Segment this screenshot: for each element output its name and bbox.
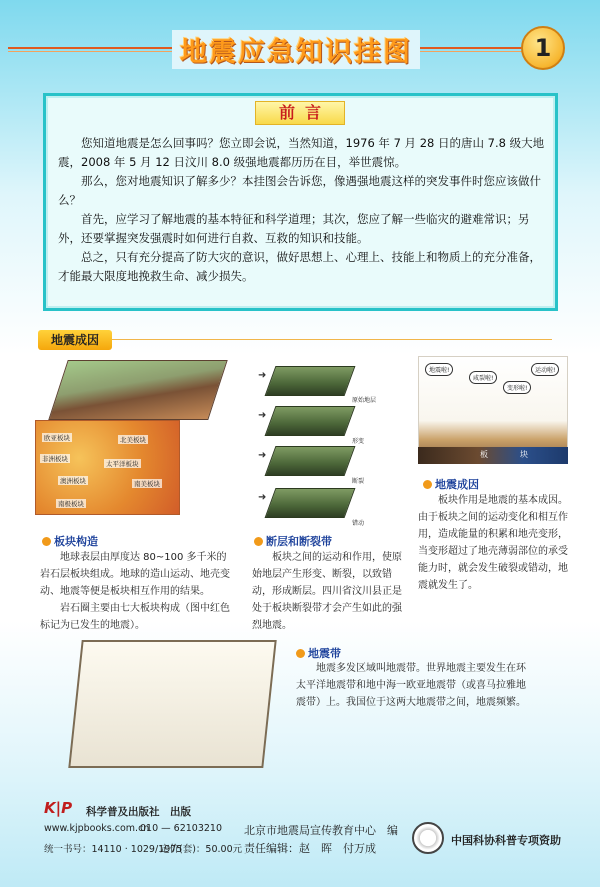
preface-body bbox=[58, 134, 550, 286]
speech-bubble: 变形啦! bbox=[503, 381, 531, 394]
editor: 北京市地震局宣传教育中心 编 bbox=[244, 824, 398, 837]
faulting-heading bbox=[254, 533, 332, 549]
plate-label: 澳洲板块 bbox=[60, 477, 86, 485]
publisher-logo: K|P bbox=[44, 799, 73, 817]
arrow-icon: ➜ bbox=[258, 492, 267, 503]
preface-paragraph: 那么，您对地震知识了解多少？本挂图会告诉您，像遇强地震这样的突发事件时您应该做什么？ bbox=[58, 174, 541, 207]
plate-label: 非洲板块 bbox=[42, 455, 68, 463]
price: 定价(套)：50.00元 bbox=[160, 844, 243, 855]
responsible-editors: 责任编辑：赵 晖 付万成 bbox=[244, 842, 376, 855]
fracture-block bbox=[265, 446, 356, 476]
faulting-text bbox=[252, 549, 404, 634]
bullet-icon bbox=[423, 480, 432, 489]
plate-label: 欧亚板块 bbox=[44, 434, 70, 442]
cause-paragraph: 板块作用是地震的基本成因。由于板块之间的运动变化和相互作用，造成能量的积累和地壳变形，当变形超过了地壳薄弱部位的承受能力时，就会发生破裂或错动，地震就发生了。 bbox=[418, 495, 568, 591]
speech-bubble: 咸裂啦! bbox=[469, 371, 497, 384]
preface-paragraph: 您知道地震是怎么回事吗？您立即会说，当然知道，1976 年 7 月 28 日的唐山 7.8 级大地震，2008 年 5 月 12 日汶川 8.0 级强地震都历历在目，举世震惊。 bbox=[58, 136, 545, 169]
publisher: 科学普及出版社 出版 bbox=[86, 806, 191, 818]
deformation-block bbox=[265, 406, 356, 436]
seismic-belt-map bbox=[68, 640, 276, 768]
speech-bubble: 运动啦! bbox=[531, 363, 559, 376]
speech-bubble: 地震啦! bbox=[425, 363, 453, 376]
crust-block-illustration bbox=[48, 360, 227, 420]
plate-strip bbox=[418, 447, 568, 464]
faulting-heading-text: 断层和断裂带 bbox=[266, 535, 332, 548]
cause-heading bbox=[423, 476, 479, 492]
plate-structure-paragraph: 岩石圈主要由七大板块构成（图中红色标记为已发生的地震）。 bbox=[40, 603, 230, 631]
plate-structure-text bbox=[40, 549, 236, 634]
plate-structure-heading-text: 板块构造 bbox=[54, 535, 98, 548]
plate-label: 南美板块 bbox=[134, 480, 160, 488]
arrow-icon: ➜ bbox=[258, 450, 267, 461]
block-label: 原始地层 bbox=[352, 397, 377, 404]
phone: 010 — 62103210 bbox=[140, 823, 223, 834]
plate-label: 南极板块 bbox=[58, 500, 84, 508]
bullet-icon bbox=[296, 649, 305, 658]
plate-structure-paragraph: 地球表层由厚度达 80~100 多千米的岩石层板块组成。地球的造山运动、地壳变动、地震等便是板块相互作用的结果。 bbox=[40, 552, 230, 597]
faulting-paragraph: 板块之间的运动和作用，使原始地层产生形变、断裂，以致错动，形成断层。四川省汶川县正是处于板块断裂带才会产生如此的强烈地震。 bbox=[252, 552, 402, 631]
block-label: 错动 bbox=[352, 520, 365, 527]
offset-block bbox=[265, 488, 356, 518]
association-seal bbox=[412, 822, 444, 854]
strip-label: 块 bbox=[520, 450, 528, 459]
plate-world-map bbox=[35, 420, 180, 515]
section-label: 地震成因 bbox=[38, 330, 112, 350]
plate-label: 太平洋板块 bbox=[106, 460, 139, 468]
section-rule bbox=[112, 339, 552, 340]
preface-paragraph: 首先，应学习了解地震的基本特征和科学道理；其次，您应了解一些临灾的避难常识；另外，还要掌握突发强震时如何进行自救、互救的知识和技能。 bbox=[58, 212, 530, 245]
preface-paragraph: 总之，只有充分提高了防大灾的意识，做好思想上、心理上、技能上和物质上的充分准备，才能最大限度地挽救生命、减少损失。 bbox=[58, 250, 541, 283]
website: www.kjpbooks.com.cn bbox=[44, 823, 150, 834]
belt-heading-text: 地震带 bbox=[308, 647, 341, 660]
isbn: 统一书号：14110 · 1029/1975 bbox=[44, 844, 183, 855]
plate-structure-heading bbox=[42, 533, 98, 549]
strip-label: 板 bbox=[480, 450, 488, 459]
bullet-icon bbox=[42, 537, 51, 546]
original-strata-block bbox=[265, 366, 356, 396]
page-title: 地震应急知识挂图 bbox=[172, 30, 420, 69]
belt-paragraph: 地震多发区域叫地震带。世界地震主要发生在环太平洋地震带和地中海一欧亚地震带（或喜马拉雅地震带）上。我国位于这两大地震带之间，地震频繁。 bbox=[296, 663, 526, 708]
block-label: 断裂 bbox=[352, 478, 365, 485]
belt-text bbox=[296, 660, 532, 711]
cause-heading-text: 地震成因 bbox=[435, 478, 479, 491]
arrow-icon: ➜ bbox=[258, 370, 267, 381]
preface-title: 前言 bbox=[255, 101, 345, 125]
block-label: 形变 bbox=[352, 438, 365, 445]
plate-label: 北美板块 bbox=[120, 436, 146, 444]
cause-text bbox=[418, 492, 570, 594]
page-number-badge: 1 bbox=[521, 26, 565, 70]
belt-heading bbox=[296, 645, 341, 661]
sponsor: 中国科协科普专项资助 bbox=[451, 834, 561, 847]
bullet-icon bbox=[254, 537, 263, 546]
arrow-icon: ➜ bbox=[258, 410, 267, 421]
